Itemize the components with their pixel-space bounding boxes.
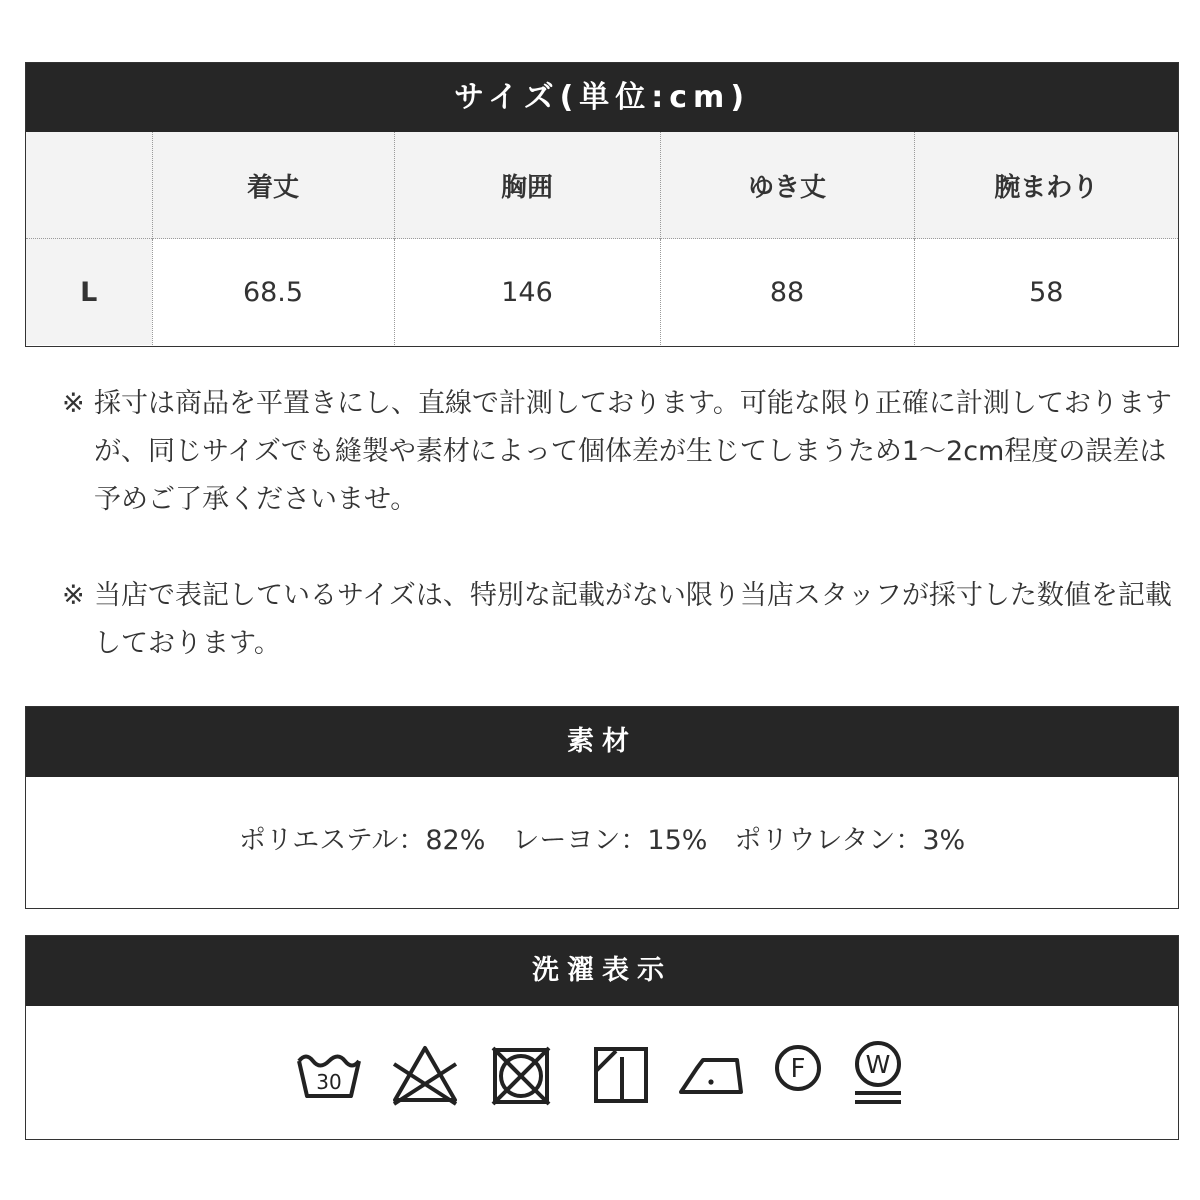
dry-clean-f-icon — [773, 1043, 823, 1093]
no-bleach-icon — [390, 1044, 460, 1106]
wet-clean-letter: W — [865, 1050, 891, 1079]
no-tumble-dry-icon — [490, 1045, 552, 1107]
wet-clean-w-icon — [851, 1040, 905, 1108]
care-icons-row — [26, 1006, 1178, 1139]
column-header: 着丈 — [152, 132, 394, 239]
material-title: 素材 — [26, 707, 1178, 777]
size-value: 88 — [660, 239, 914, 346]
size-value: 146 — [394, 239, 660, 346]
table-row — [26, 239, 1178, 346]
size-table-title: サイズ(単位:cm) — [26, 63, 1178, 132]
material-section — [25, 706, 1179, 909]
material-composition: ポリエステル：82% レーヨン：15% ポリウレタン：3% — [238, 825, 966, 856]
care-section — [25, 935, 1179, 1140]
size-notation-note — [62, 572, 1172, 668]
line-dry-shade-icon — [592, 1045, 650, 1105]
dry-clean-letter: F — [790, 1054, 806, 1084]
note-mark: ※ — [62, 388, 85, 419]
iron-low-icon — [677, 1054, 745, 1098]
column-header: ゆき丈 — [660, 132, 914, 239]
wash-temp-label: 30 — [316, 1070, 342, 1094]
size-table-corner-cell — [26, 132, 152, 239]
column-header: 胸囲 — [394, 132, 660, 239]
size-table-section — [25, 62, 1179, 347]
note-text: 当店で表記しているサイズは、特別な記載がない限り当店スタッフが採寸した数値を記載しております。 — [94, 580, 1172, 659]
wash-30-icon — [296, 1049, 362, 1099]
note-text: 採寸は商品を平置きにし、直線で計測しております。可能な限り正確に計測しておりますが、同じサイズでも縫製や素材によって個体差が生じてしまうため1〜2cm程度の誤差は予めご了承くださいませ。 — [94, 388, 1172, 515]
row-label-size: L — [26, 239, 152, 346]
measurement-note — [62, 380, 1172, 524]
size-table-header-row — [26, 132, 1178, 239]
note-mark: ※ — [62, 580, 85, 611]
column-header: 腕まわり — [914, 132, 1178, 239]
care-title: 洗濯表示 — [26, 936, 1178, 1006]
size-value: 68.5 — [152, 239, 394, 346]
size-table — [26, 132, 1178, 345]
size-value: 58 — [914, 239, 1178, 346]
